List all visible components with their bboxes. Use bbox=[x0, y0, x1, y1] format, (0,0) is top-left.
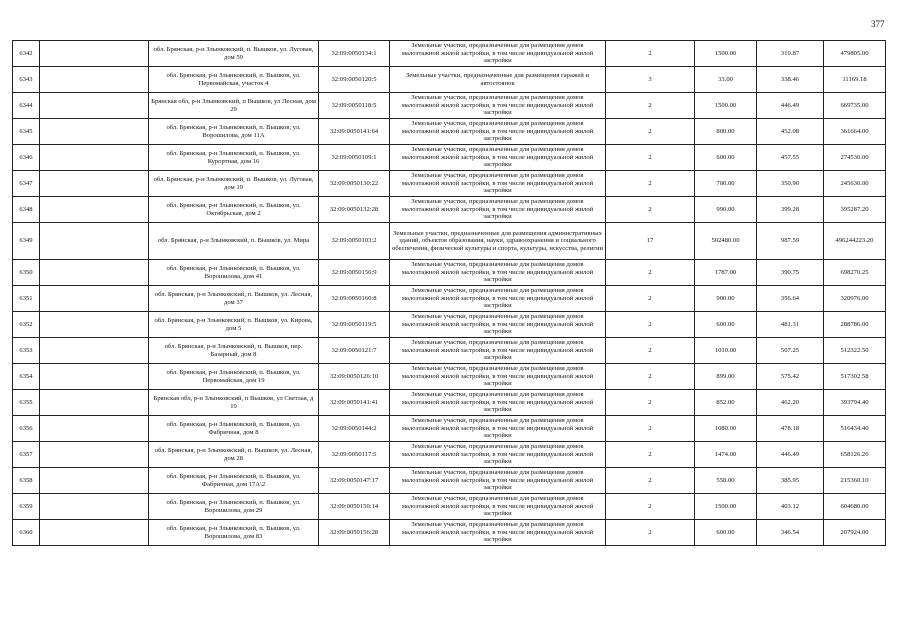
address-cell: Брянская обл, р-н Злынковский, п Вышков, ул Светлая, д 19 bbox=[149, 390, 319, 416]
land-use-cell: Земельные участки, предназначенные для размещения домов малоэтажной жилой застройки, в том числе индивидуальной жилой застройки bbox=[390, 145, 606, 171]
group-code-cell: 2 bbox=[606, 468, 695, 494]
address-cell: Брянская обл, р-н Злынковский, п Вышков, ул Лесная, дом 29 bbox=[149, 93, 319, 119]
cadastral-value-cell: 395287.20 bbox=[824, 197, 886, 223]
row-number-cell: 6355 bbox=[13, 390, 40, 416]
unit-value-cell: 446.49 bbox=[757, 93, 824, 119]
land-use-cell: Земельные участки, предназначенные для размещения гаражей и автостоянок bbox=[390, 67, 606, 93]
group-code-cell: 2 bbox=[606, 312, 695, 338]
group-code-cell: 2 bbox=[606, 197, 695, 223]
address-cell: обл. Брянская, р-н Злынковский, п. Вышков, ул. Ворошилова, дом 11А bbox=[149, 119, 319, 145]
table-row bbox=[13, 41, 886, 67]
land-use-cell: Земельные участки, предназначенные для размещения домов малоэтажной жилой застройки, в том числе индивидуальной жилой застройки bbox=[390, 494, 606, 520]
area-cell: 900.00 bbox=[695, 286, 757, 312]
unit-value-cell: 462.20 bbox=[757, 390, 824, 416]
table-row bbox=[13, 520, 886, 546]
area-cell: 558.00 bbox=[695, 468, 757, 494]
row-number-cell: 6347 bbox=[13, 171, 40, 197]
area-cell: 1500.00 bbox=[695, 494, 757, 520]
address-cell: обл. Брянская, р-н Злынковский, п. Вышков, ул. Фабричная, дом 8 bbox=[149, 416, 319, 442]
group-code-cell: 2 bbox=[606, 338, 695, 364]
table-row bbox=[13, 67, 886, 93]
unit-value-cell: 338.46 bbox=[757, 67, 824, 93]
address-cell: обл. Брянская, р-н Злынковский, п. Вышков, ул. Первомайская, дом 19 bbox=[149, 364, 319, 390]
area-cell: 1010.00 bbox=[695, 338, 757, 364]
table-row bbox=[13, 338, 886, 364]
row-number-cell: 6359 bbox=[13, 494, 40, 520]
cadastral-value-cell: 274530.00 bbox=[824, 145, 886, 171]
cadastral-number-cell: 32:09:0050132:28 bbox=[319, 197, 390, 223]
cadastral-value-cell: 361664.00 bbox=[824, 119, 886, 145]
cadastral-number-cell: 32:09:0050126:10 bbox=[319, 364, 390, 390]
unit-value-cell: 481.31 bbox=[757, 312, 824, 338]
unit-value-cell: 457.55 bbox=[757, 145, 824, 171]
group-code-cell: 2 bbox=[606, 286, 695, 312]
empty-cell bbox=[40, 119, 149, 145]
cadastral-number-cell: 32:09:0050118:5 bbox=[319, 93, 390, 119]
address-cell: обл. Брянская, р-н Злынковский, п. Вышков, ул. Октябрьская, дом 2 bbox=[149, 197, 319, 223]
cadastral-value-cell: 658126.26 bbox=[824, 442, 886, 468]
land-use-cell: Земельные участки, предназначенные для размещения домов малоэтажной жилой застройки, в том числе индивидуальной жилой застройки bbox=[390, 416, 606, 442]
empty-cell bbox=[40, 494, 149, 520]
table-row bbox=[13, 197, 886, 223]
land-use-cell: Земельные участки, предназначенные для размещения домов малоэтажной жилой застройки, в том числе индивидуальной жилой застройки bbox=[390, 390, 606, 416]
row-number-cell: 6349 bbox=[13, 223, 40, 260]
cadastral-value-cell: 496244223.20 bbox=[824, 223, 886, 260]
cadastral-number-cell: 32:09:0050117:5 bbox=[319, 442, 390, 468]
area-cell: 1500.00 bbox=[695, 93, 757, 119]
empty-cell bbox=[40, 286, 149, 312]
cadastral-number-cell: 32:09:0050156:9 bbox=[319, 260, 390, 286]
row-number-cell: 6348 bbox=[13, 197, 40, 223]
cadastral-number-cell: 32:09:0050156:28 bbox=[319, 520, 390, 546]
cadastral-number-cell: 32:09:0050141:64 bbox=[319, 119, 390, 145]
empty-cell bbox=[40, 260, 149, 286]
row-number-cell: 6354 bbox=[13, 364, 40, 390]
unit-value-cell: 319.87 bbox=[757, 41, 824, 67]
table-row bbox=[13, 286, 886, 312]
land-use-cell: Земельные участки, предназначенные для размещения домов малоэтажной жилой застройки, в том числе индивидуальной жилой застройки bbox=[390, 520, 606, 546]
group-code-cell: 2 bbox=[606, 494, 695, 520]
empty-cell bbox=[40, 67, 149, 93]
row-number-cell: 6342 bbox=[13, 41, 40, 67]
land-use-cell: Земельные участки, предназначенные для размещения домов малоэтажной жилой застройки, в том числе индивидуальной жилой застройки bbox=[390, 93, 606, 119]
table-row bbox=[13, 494, 886, 520]
empty-cell bbox=[40, 197, 149, 223]
table-row bbox=[13, 93, 886, 119]
empty-cell bbox=[40, 442, 149, 468]
unit-value-cell: 390.75 bbox=[757, 260, 824, 286]
address-cell: обл. Брянская, р-н Злынковский, п. Вышков, ул. Луговая, дом 19 bbox=[149, 171, 319, 197]
empty-cell bbox=[40, 416, 149, 442]
page-number: 377 bbox=[871, 19, 885, 29]
cadastral-number-cell: 32:09:0050109:1 bbox=[319, 145, 390, 171]
row-number-cell: 6343 bbox=[13, 67, 40, 93]
land-use-cell: Земельные участки, предназначенные для размещения домов малоэтажной жилой застройки, в том числе индивидуальной жилой застройки bbox=[390, 312, 606, 338]
row-number-cell: 6356 bbox=[13, 416, 40, 442]
empty-cell bbox=[40, 364, 149, 390]
address-cell: обл. Брянская, р-н Злынковский, п. Вышков, ул. Ворошилова, дом 41 bbox=[149, 260, 319, 286]
group-code-cell: 2 bbox=[606, 41, 695, 67]
table-row bbox=[13, 442, 886, 468]
area-cell: 1500.00 bbox=[695, 41, 757, 67]
area-cell: 33.00 bbox=[695, 67, 757, 93]
cadastral-number-cell: 32:09:0050103:2 bbox=[319, 223, 390, 260]
unit-value-cell: 575.42 bbox=[757, 364, 824, 390]
area-cell: 800.00 bbox=[695, 119, 757, 145]
cadastral-value-cell: 669735.00 bbox=[824, 93, 886, 119]
empty-cell bbox=[40, 468, 149, 494]
unit-value-cell: 987.59 bbox=[757, 223, 824, 260]
area-cell: 600.00 bbox=[695, 520, 757, 546]
empty-cell bbox=[40, 93, 149, 119]
empty-cell bbox=[40, 312, 149, 338]
land-use-cell: Земельные участки, предназначенные для размещения домов малоэтажной жилой застройки, в том числе индивидуальной жилой застройки bbox=[390, 442, 606, 468]
address-cell: обл. Брянская, р-н Злынковский, п. Вышков, ул. Ворошилова, дом 29 bbox=[149, 494, 319, 520]
group-code-cell: 2 bbox=[606, 364, 695, 390]
land-use-cell: Земельные участки, предназначенные для размещения домов малоэтажной жилой застройки, в том числе индивидуальной жилой застройки bbox=[390, 197, 606, 223]
cadastral-value-cell: 245630.00 bbox=[824, 171, 886, 197]
unit-value-cell: 346.54 bbox=[757, 520, 824, 546]
address-cell: обл. Брянская, р-н Злынковский, п. Вышков, ул. Ворошилова, дом 83 bbox=[149, 520, 319, 546]
address-cell: обл. Брянская, р-н Злынковский, п. Вышков, пер. Базарный, дом 8 bbox=[149, 338, 319, 364]
unit-value-cell: 452.08 bbox=[757, 119, 824, 145]
group-code-cell: 2 bbox=[606, 145, 695, 171]
land-use-cell: Земельные участки, предназначенные для размещения домов малоэтажной жилой застройки, в том числе индивидуальной жилой застройки bbox=[390, 338, 606, 364]
table-row bbox=[13, 119, 886, 145]
area-cell: 1787.00 bbox=[695, 260, 757, 286]
address-cell: обл. Брянская, р-н Злынковский, п. Вышков, ул. Луговая, дом 59 bbox=[149, 41, 319, 67]
table-row bbox=[13, 260, 886, 286]
empty-cell bbox=[40, 390, 149, 416]
empty-cell bbox=[40, 171, 149, 197]
land-use-cell: Земельные участки, предназначенные для размещения домов малоэтажной жилой застройки, в том числе индивидуальной жилой застройки bbox=[390, 468, 606, 494]
unit-value-cell: 399.28 bbox=[757, 197, 824, 223]
cadastral-value-cell: 288786.00 bbox=[824, 312, 886, 338]
group-code-cell: 3 bbox=[606, 67, 695, 93]
table-row bbox=[13, 145, 886, 171]
land-use-cell: Земельные участки, предназначенные для размещения домов малоэтажной жилой застройки, в том числе индивидуальной жилой застройки bbox=[390, 41, 606, 67]
cadastral-valuation-table bbox=[12, 40, 886, 546]
area-cell: 990.00 bbox=[695, 197, 757, 223]
table-row bbox=[13, 364, 886, 390]
address-cell: обл. Брянская, р-н Злынковский, п. Вышков, ул. Лесная, дом 37 bbox=[149, 286, 319, 312]
unit-value-cell: 403.12 bbox=[757, 494, 824, 520]
group-code-cell: 2 bbox=[606, 520, 695, 546]
cadastral-number-cell: 32:09:0050150:14 bbox=[319, 494, 390, 520]
unit-value-cell: 350.90 bbox=[757, 171, 824, 197]
address-cell: обл. Брянская, р-н Злынковский, п. Вышков, ул. Лесная, дом 28 bbox=[149, 442, 319, 468]
address-cell: обл. Брянская, р-н Злынковский, п. Вышков, ул. Фабричная, дом 17А\2 bbox=[149, 468, 319, 494]
group-code-cell: 2 bbox=[606, 119, 695, 145]
land-use-cell: Земельные участки, предназначенные для размещения домов малоэтажной жилой застройки, в том числе индивидуальной жилой застройки bbox=[390, 286, 606, 312]
empty-cell bbox=[40, 41, 149, 67]
address-cell: обл. Брянская, р-н Злынковский, п. Вышков, ул. Кирова, дом 5 bbox=[149, 312, 319, 338]
cadastral-number-cell: 32:09:0050121:7 bbox=[319, 338, 390, 364]
unit-value-cell: 507.25 bbox=[757, 338, 824, 364]
group-code-cell: 2 bbox=[606, 260, 695, 286]
cadastral-value-cell: 698270.25 bbox=[824, 260, 886, 286]
group-code-cell: 17 bbox=[606, 223, 695, 260]
cadastral-number-cell: 32:09:0050147:17 bbox=[319, 468, 390, 494]
cadastral-number-cell: 32:09:0050141:41 bbox=[319, 390, 390, 416]
empty-cell bbox=[40, 338, 149, 364]
row-number-cell: 6352 bbox=[13, 312, 40, 338]
area-cell: 502480.00 bbox=[695, 223, 757, 260]
empty-cell bbox=[40, 145, 149, 171]
area-cell: 899.00 bbox=[695, 364, 757, 390]
cadastral-value-cell: 11169.18 bbox=[824, 67, 886, 93]
cadastral-number-cell: 32:09:0050130:22 bbox=[319, 171, 390, 197]
table-row bbox=[13, 223, 886, 260]
land-use-cell: Земельные участки, предназначенные для размещения домов малоэтажной жилой застройки, в том числе индивидуальной жилой застройки bbox=[390, 260, 606, 286]
cadastral-value-cell: 479805.00 bbox=[824, 41, 886, 67]
area-cell: 852.00 bbox=[695, 390, 757, 416]
land-use-cell: Земельные участки, предназначенные для размещения домов малоэтажной жилой застройки, в том числе индивидуальной жилой застройки bbox=[390, 171, 606, 197]
land-use-cell: Земельные участки, предназначенные для размещения домов малоэтажной жилой застройки, в том числе индивидуальной жилой застройки bbox=[390, 364, 606, 390]
unit-value-cell: 478.18 bbox=[757, 416, 824, 442]
row-number-cell: 6351 bbox=[13, 286, 40, 312]
cadastral-number-cell: 32:09:0050160:8 bbox=[319, 286, 390, 312]
row-number-cell: 6346 bbox=[13, 145, 40, 171]
unit-value-cell: 385.95 bbox=[757, 468, 824, 494]
group-code-cell: 2 bbox=[606, 171, 695, 197]
table-row bbox=[13, 468, 886, 494]
row-number-cell: 6345 bbox=[13, 119, 40, 145]
cadastral-value-cell: 393794.40 bbox=[824, 390, 886, 416]
cadastral-value-cell: 207924.00 bbox=[824, 520, 886, 546]
address-cell: обл. Брянская, р-н Злынковский, п. Вышков, ул. Мира bbox=[149, 223, 319, 260]
land-use-cell: Земельные участки, предназначенные для размещения административных зданий, объектов образования, науки, здравоохранения и социального обеспечения, физической культуры и спорта, культуры, искусства, религии bbox=[390, 223, 606, 260]
area-cell: 1080.00 bbox=[695, 416, 757, 442]
cadastral-number-cell: 32:09:0050119:5 bbox=[319, 312, 390, 338]
group-code-cell: 2 bbox=[606, 93, 695, 119]
row-number-cell: 6358 bbox=[13, 468, 40, 494]
unit-value-cell: 446.49 bbox=[757, 442, 824, 468]
cadastral-number-cell: 32:09:0050144:2 bbox=[319, 416, 390, 442]
table-row bbox=[13, 416, 886, 442]
row-number-cell: 6353 bbox=[13, 338, 40, 364]
cadastral-value-cell: 516434.40 bbox=[824, 416, 886, 442]
cadastral-value-cell: 215360.10 bbox=[824, 468, 886, 494]
cadastral-value-cell: 320976.00 bbox=[824, 286, 886, 312]
table-row bbox=[13, 312, 886, 338]
row-number-cell: 6357 bbox=[13, 442, 40, 468]
area-cell: 600.00 bbox=[695, 312, 757, 338]
cadastral-number-cell: 32:09:0050120:5 bbox=[319, 67, 390, 93]
group-code-cell: 2 bbox=[606, 416, 695, 442]
empty-cell bbox=[40, 223, 149, 260]
table-row bbox=[13, 171, 886, 197]
table-row bbox=[13, 390, 886, 416]
table-body bbox=[13, 41, 886, 546]
row-number-cell: 6360 bbox=[13, 520, 40, 546]
land-use-cell: Земельные участки, предназначенные для размещения домов малоэтажной жилой застройки, в том числе индивидуальной жилой застройки bbox=[390, 119, 606, 145]
empty-cell bbox=[40, 520, 149, 546]
area-cell: 700.00 bbox=[695, 171, 757, 197]
unit-value-cell: 356.64 bbox=[757, 286, 824, 312]
row-number-cell: 6350 bbox=[13, 260, 40, 286]
row-number-cell: 6344 bbox=[13, 93, 40, 119]
group-code-cell: 2 bbox=[606, 442, 695, 468]
cadastral-value-cell: 517302.58 bbox=[824, 364, 886, 390]
area-cell: 600.00 bbox=[695, 145, 757, 171]
group-code-cell: 2 bbox=[606, 390, 695, 416]
cadastral-value-cell: 512322.50 bbox=[824, 338, 886, 364]
address-cell: обл. Брянская, р-н Злынковский, п. Вышков, ул. Первомайская, участок 4 bbox=[149, 67, 319, 93]
cadastral-value-cell: 604680.00 bbox=[824, 494, 886, 520]
area-cell: 1474.00 bbox=[695, 442, 757, 468]
cadastral-number-cell: 32:09:0050134:1 bbox=[319, 41, 390, 67]
address-cell: обл. Брянская, р-н Злынковский, п. Вышков, ул. Курортная, дом 16 bbox=[149, 145, 319, 171]
